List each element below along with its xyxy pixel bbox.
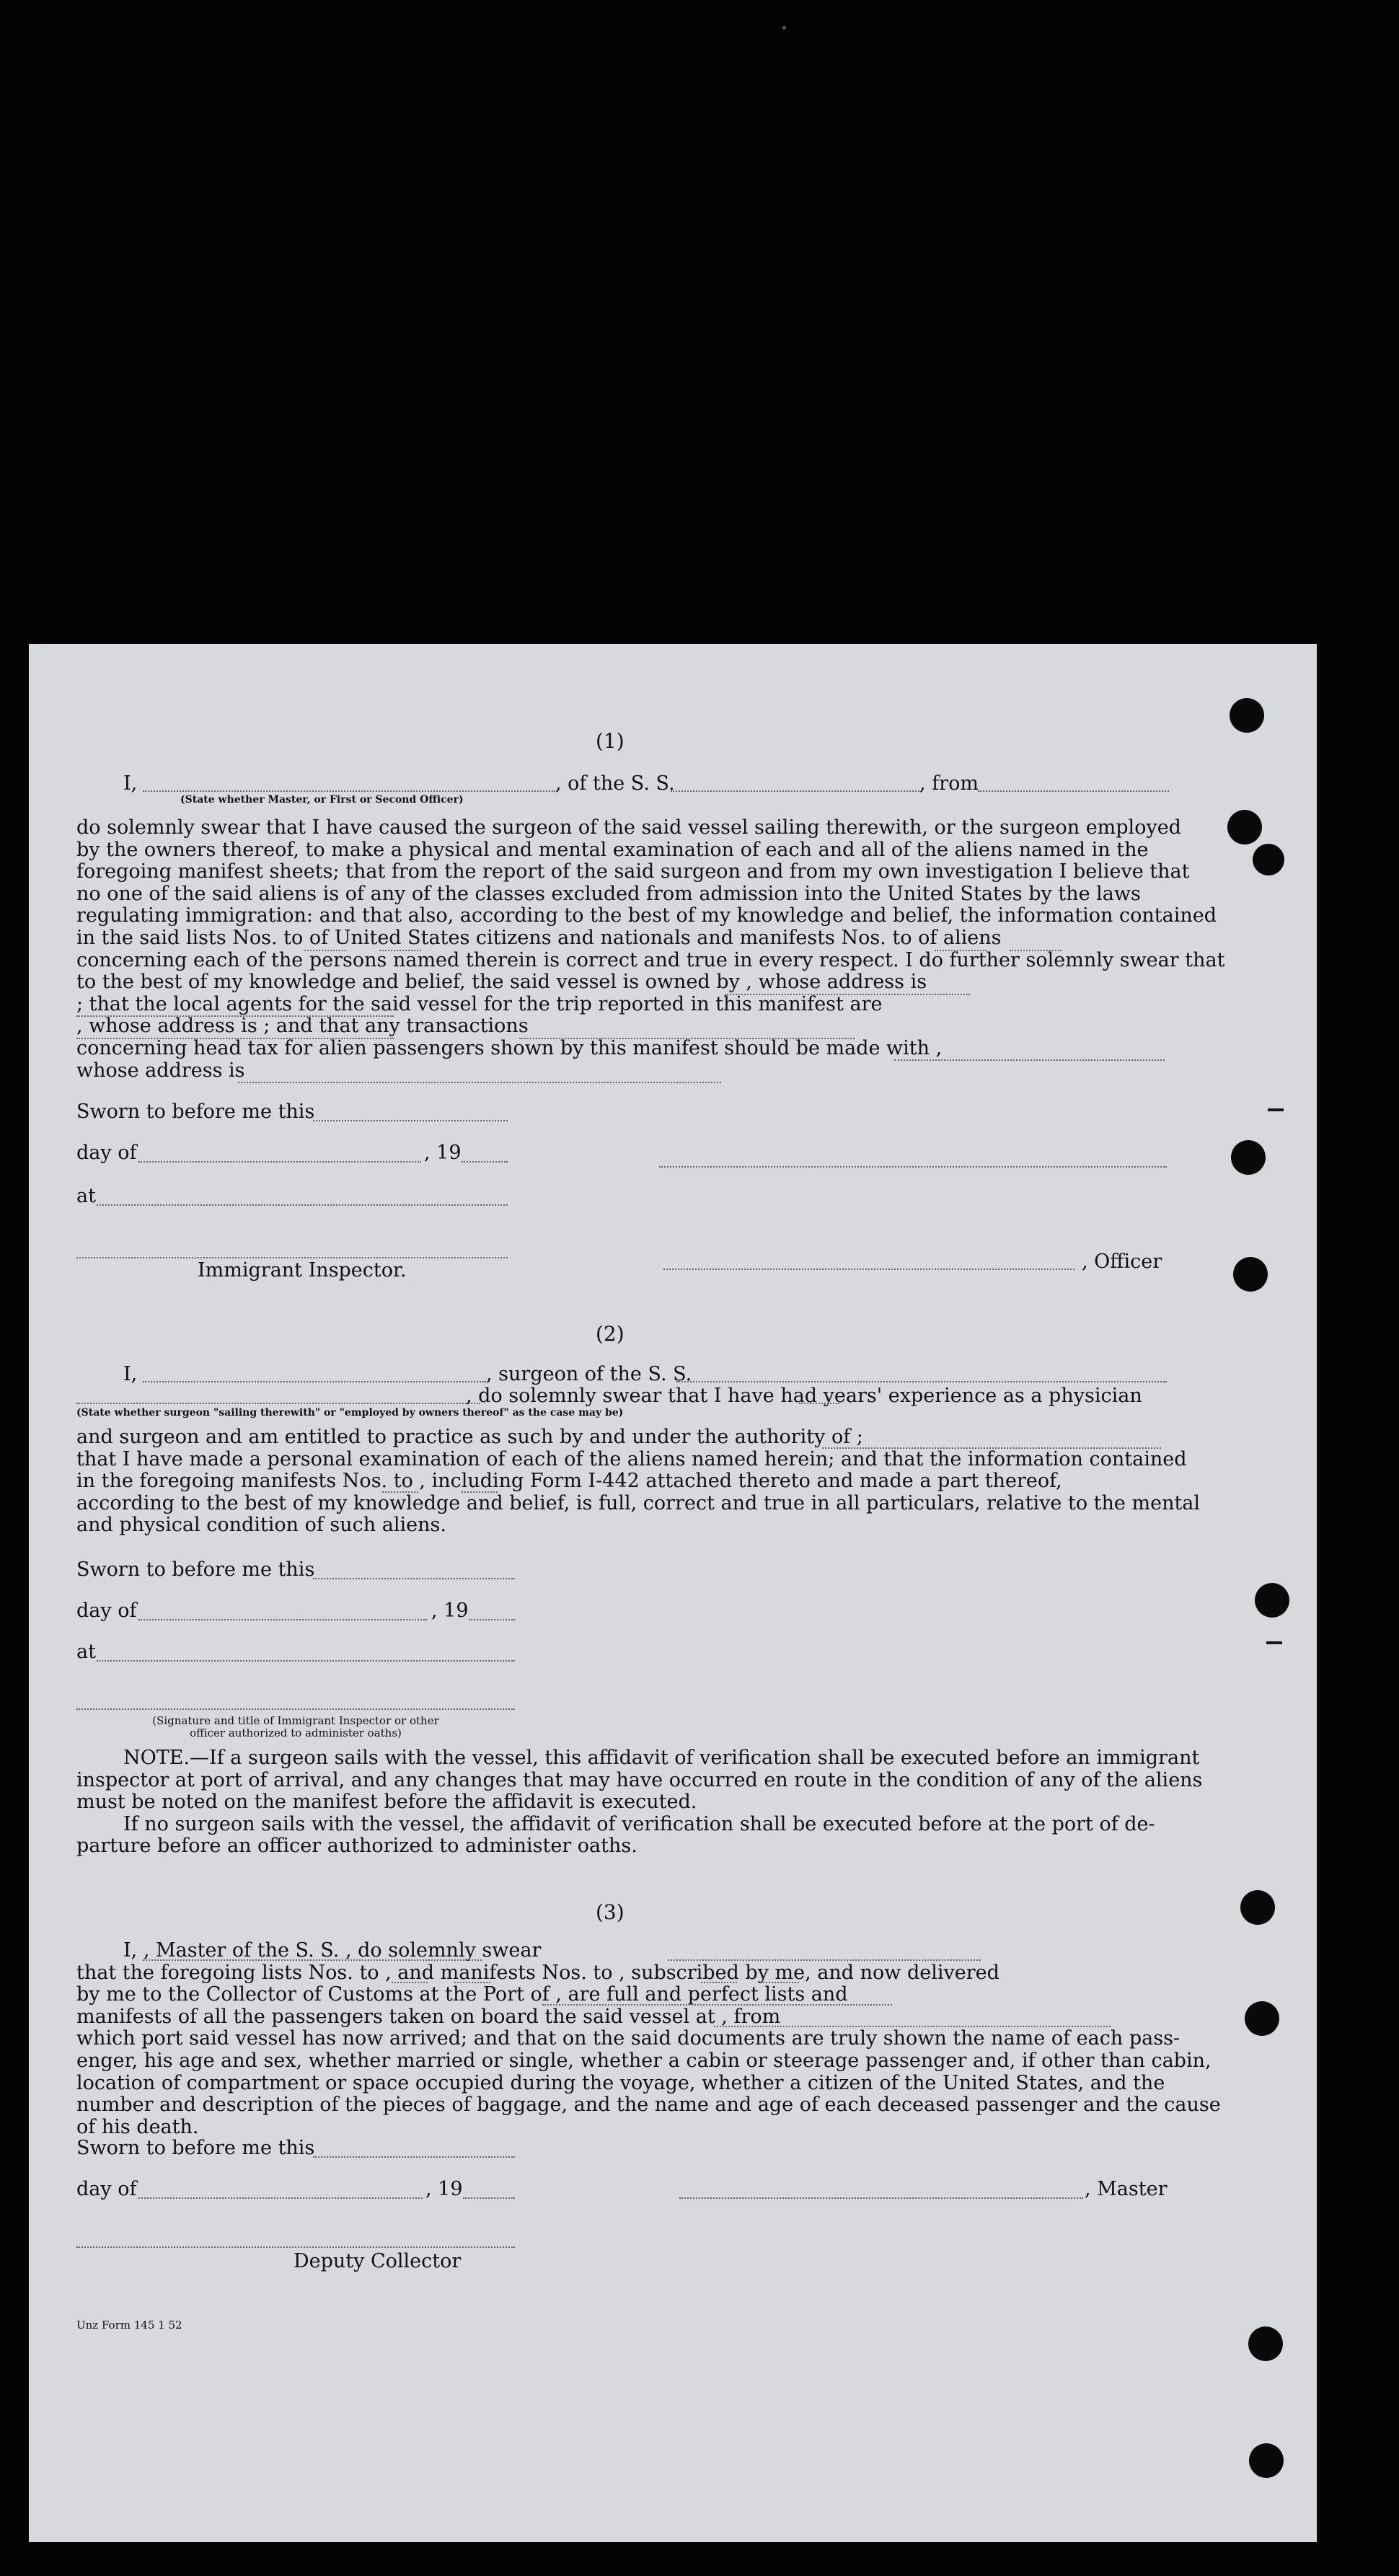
sworn-label-1: Sworn to before me this xyxy=(76,1100,315,1123)
section-2-i: I, xyxy=(123,1363,138,1385)
manifest-to-blank xyxy=(1010,950,1062,951)
sworn-label-3: Sworn to before me this xyxy=(76,2137,315,2159)
from-label: , from xyxy=(919,772,979,795)
of-the-ss-label: , of the S. S. xyxy=(555,772,675,795)
surgeon-of-ss-label: , surgeon of the S. S. xyxy=(486,1363,692,1385)
officer-title-blank xyxy=(663,1269,1074,1270)
punch-hole xyxy=(1253,844,1284,875)
owner-blank xyxy=(725,994,970,995)
section-1-oath-text xyxy=(76,816,1225,1082)
oath-line: manifests of all the passengers taken on board the said vessel at , from xyxy=(76,2005,781,2028)
list-to-blank xyxy=(379,950,421,951)
month-blank-3 xyxy=(138,2197,423,2199)
oath-line: and surgeon and am entitled to practice as such by and under the authority of ; xyxy=(76,1426,863,1448)
section-3-oath-text xyxy=(76,1939,1221,2138)
list-from-blank xyxy=(304,950,346,951)
master-label: , Master xyxy=(1085,2178,1168,2200)
oath-line: enger, his age and sex, whether married or single, whether a cabin or steerage passenger and, if other than cabin, xyxy=(76,2049,1212,2072)
years-blank xyxy=(799,1403,839,1404)
oath-line: of his death. xyxy=(76,2115,199,2138)
section-2-oath-text xyxy=(76,1426,1201,1537)
punch-hole xyxy=(1227,810,1262,844)
head-tax-blank xyxy=(894,1059,1165,1061)
embark-port-blank xyxy=(714,2026,1111,2027)
year-label-2: , 19 xyxy=(431,1600,469,1622)
oath-line: do solemnly swear that I have caused the surgeon of the said vessel sailing therewith, or the surgeon employed xyxy=(76,816,1181,839)
master-vessel-blank xyxy=(668,1959,981,1961)
oath-line: by the owners thereof, to make a physical and mental examination of each and all of the aliens named in the xyxy=(76,838,1149,861)
oath-line: that I have made a personal examination of each of the aliens named herein; and that the information contained xyxy=(76,1447,1187,1470)
month-blank-1 xyxy=(138,1161,421,1163)
officer-signature-blank xyxy=(659,1166,1167,1168)
day-of-label-2: day of xyxy=(76,1600,137,1622)
surgeon-name-blank xyxy=(143,1381,486,1382)
sworn-day-blank-1 xyxy=(313,1120,508,1121)
oath-line: no one of the said aliens is of any of the classes excluded from admission into the United States by the laws xyxy=(76,882,1141,905)
surgeon-manifest-to-blank xyxy=(462,1491,498,1493)
year-label-1: , 19 xyxy=(424,1142,462,1164)
year-blank-3 xyxy=(463,2197,515,2199)
vessel-name-blank xyxy=(671,790,919,792)
authority-blank xyxy=(822,1447,1161,1449)
surgeon-signature-blank xyxy=(76,1708,515,1710)
manifest-affidavit-sheet xyxy=(29,644,1317,2542)
oath-line: foregoing manifest sheets; that from the report of the said surgeon and from my own investigation I believe that xyxy=(76,860,1190,883)
officer-label: , Officer xyxy=(1082,1250,1162,1273)
section-2-note xyxy=(76,1747,1203,1858)
edge-mark xyxy=(1266,1641,1282,1644)
oath-line: concerning head tax for alien passengers shown by this manifest should be made with , xyxy=(76,1036,943,1059)
note-line: If no surgeon sails with the vessel, the affidavit of verification shall be executed before at the port of de- xyxy=(123,1812,1155,1835)
section-1-heading: (1) xyxy=(596,729,625,753)
oath-line: ; that the local agents for the said vessel for the trip reported in this manifest are xyxy=(76,992,883,1015)
note-line: parture before an officer authorized to administer oaths. xyxy=(76,1835,637,1858)
officer-name-blank xyxy=(143,790,555,792)
agent-address-blank xyxy=(519,1038,855,1039)
oath-line: which port said vessel has now arrived; and that on the said documents are truly shown the name of each pass- xyxy=(76,2027,1180,2050)
deputy-collector-label: Deputy Collector xyxy=(294,2250,462,2272)
oath-line: location of compartment or space occupied during the voyage, whether a citizen of the United States, and the xyxy=(76,2071,1165,2094)
master-manifest-to-blank xyxy=(763,1982,799,1983)
note-line: NOTE.—If a surgeon sails with the vessel, this affidavit of verification shall be executed before an immigrant xyxy=(123,1747,1200,1769)
punch-hole xyxy=(1255,1583,1289,1618)
punch-hole xyxy=(1231,1140,1266,1175)
master-name-blank xyxy=(143,1959,482,1961)
manifest-from-blank xyxy=(935,950,987,951)
deputy-signature-blank xyxy=(76,2246,515,2248)
inspector-signature-blank xyxy=(76,1257,508,1258)
note-line: inspector at port of arrival, and any changes that may have occurred en route in the condition of any of the aliens xyxy=(76,1768,1203,1791)
day-of-label-1: day of xyxy=(76,1142,137,1164)
sworn-day-blank-2 xyxy=(313,1578,515,1579)
sworn-label-2: Sworn to before me this xyxy=(76,1558,315,1581)
at-label-2: at xyxy=(76,1641,96,1663)
oath-line: in the said lists Nos. to of United States citizens and nationals and manifests Nos. to of aliens xyxy=(76,926,1002,949)
at-place-blank-2 xyxy=(97,1660,515,1662)
form-number: Unz Form 145 1 52 xyxy=(76,2319,182,2332)
master-list-from-blank xyxy=(392,1982,428,1983)
year-blank-1 xyxy=(462,1161,508,1163)
section-1-i: I, xyxy=(123,772,138,795)
immigrant-inspector-label: Immigrant Inspector. xyxy=(198,1259,407,1282)
oath-line: concerning each of the persons named therein is correct and true in every respect. I do further solemnly swear that xyxy=(76,948,1225,971)
section-3-heading: (3) xyxy=(596,1900,625,1924)
at-place-blank-1 xyxy=(97,1204,508,1206)
punch-hole xyxy=(1240,1890,1275,1925)
punch-hole xyxy=(1245,2001,1279,2036)
master-manifest-from-blank xyxy=(701,1982,737,1983)
sworn-day-blank-3 xyxy=(313,2156,515,2158)
punch-hole xyxy=(1248,2326,1283,2361)
oath-line: regulating immigration: and that also, according to the best of my knowledge and belief, the information contained xyxy=(76,904,1217,927)
signature-note-1: (Signature and title of Immigrant Inspector or other xyxy=(152,1714,439,1727)
years-experience-line: , do solemnly swear that I have had years' experience as a physician xyxy=(466,1385,1142,1407)
edge-mark xyxy=(1268,1108,1284,1111)
section-2-heading: (2) xyxy=(596,1322,625,1346)
oath-line: whose address is xyxy=(76,1059,245,1082)
year-label-3: , 19 xyxy=(425,2178,463,2200)
agent-blank xyxy=(76,1038,394,1039)
punch-hole xyxy=(1230,698,1264,733)
head-tax-address-blank xyxy=(238,1082,721,1083)
oath-line: to the best of my knowledge and belief, the said vessel is owned by , whose address is xyxy=(76,971,927,994)
surgeon-capacity-note: (State whether surgeon "sailing therewith" or "employed by owners thereof" as the case may be) xyxy=(76,1407,624,1419)
oath-line: according to the best of my knowledge and belief, is full, correct and true in all particulars, relative to the mental xyxy=(76,1491,1201,1514)
oath-line: I, , Master of the S. S. , do solemnly swear xyxy=(123,1939,542,1962)
day-of-label-3: day of xyxy=(76,2178,137,2200)
master-list-to-blank xyxy=(454,1982,490,1983)
oath-line: , whose address is ; and that any transactions xyxy=(76,1015,529,1038)
oath-line: by me to the Collector of Customs at the Port of , are full and perfect lists and xyxy=(76,1983,848,2006)
year-blank-2 xyxy=(469,1619,515,1620)
oath-line: number and description of the pieces of baggage, and the name and age of each deceased passenger and the cause xyxy=(76,2094,1221,2117)
from-port-blank xyxy=(978,790,1169,792)
at-label-1: at xyxy=(76,1185,96,1207)
dust-speck xyxy=(782,26,786,30)
oath-line: in the foregoing manifests Nos. to , including Form I-442 attached thereto and made a part thereof, xyxy=(76,1470,1062,1493)
oath-line: and physical condition of such aliens. xyxy=(76,1514,446,1537)
signature-note-2: officer authorized to administer oaths) xyxy=(190,1726,402,1739)
punch-hole xyxy=(1233,1257,1268,1292)
surgeon-capacity-blank xyxy=(76,1403,480,1404)
owner-address-blank xyxy=(76,1015,394,1017)
master-signature-blank xyxy=(679,2197,1083,2199)
punch-hole xyxy=(1249,2443,1284,2478)
month-blank-2 xyxy=(138,1619,427,1620)
oath-line: that the foregoing lists Nos. to , and manifests Nos. to , subscribed by me, and now delivered xyxy=(76,1961,999,1984)
port-blank xyxy=(542,2004,892,2006)
note-line: must be noted on the manifest before the affidavit is executed. xyxy=(76,1791,697,1814)
surgeon-manifest-from-blank xyxy=(382,1491,418,1493)
officer-rank-note: (State whether Master, or First or Second Officer) xyxy=(180,794,464,806)
surgeon-vessel-blank xyxy=(676,1381,1167,1382)
